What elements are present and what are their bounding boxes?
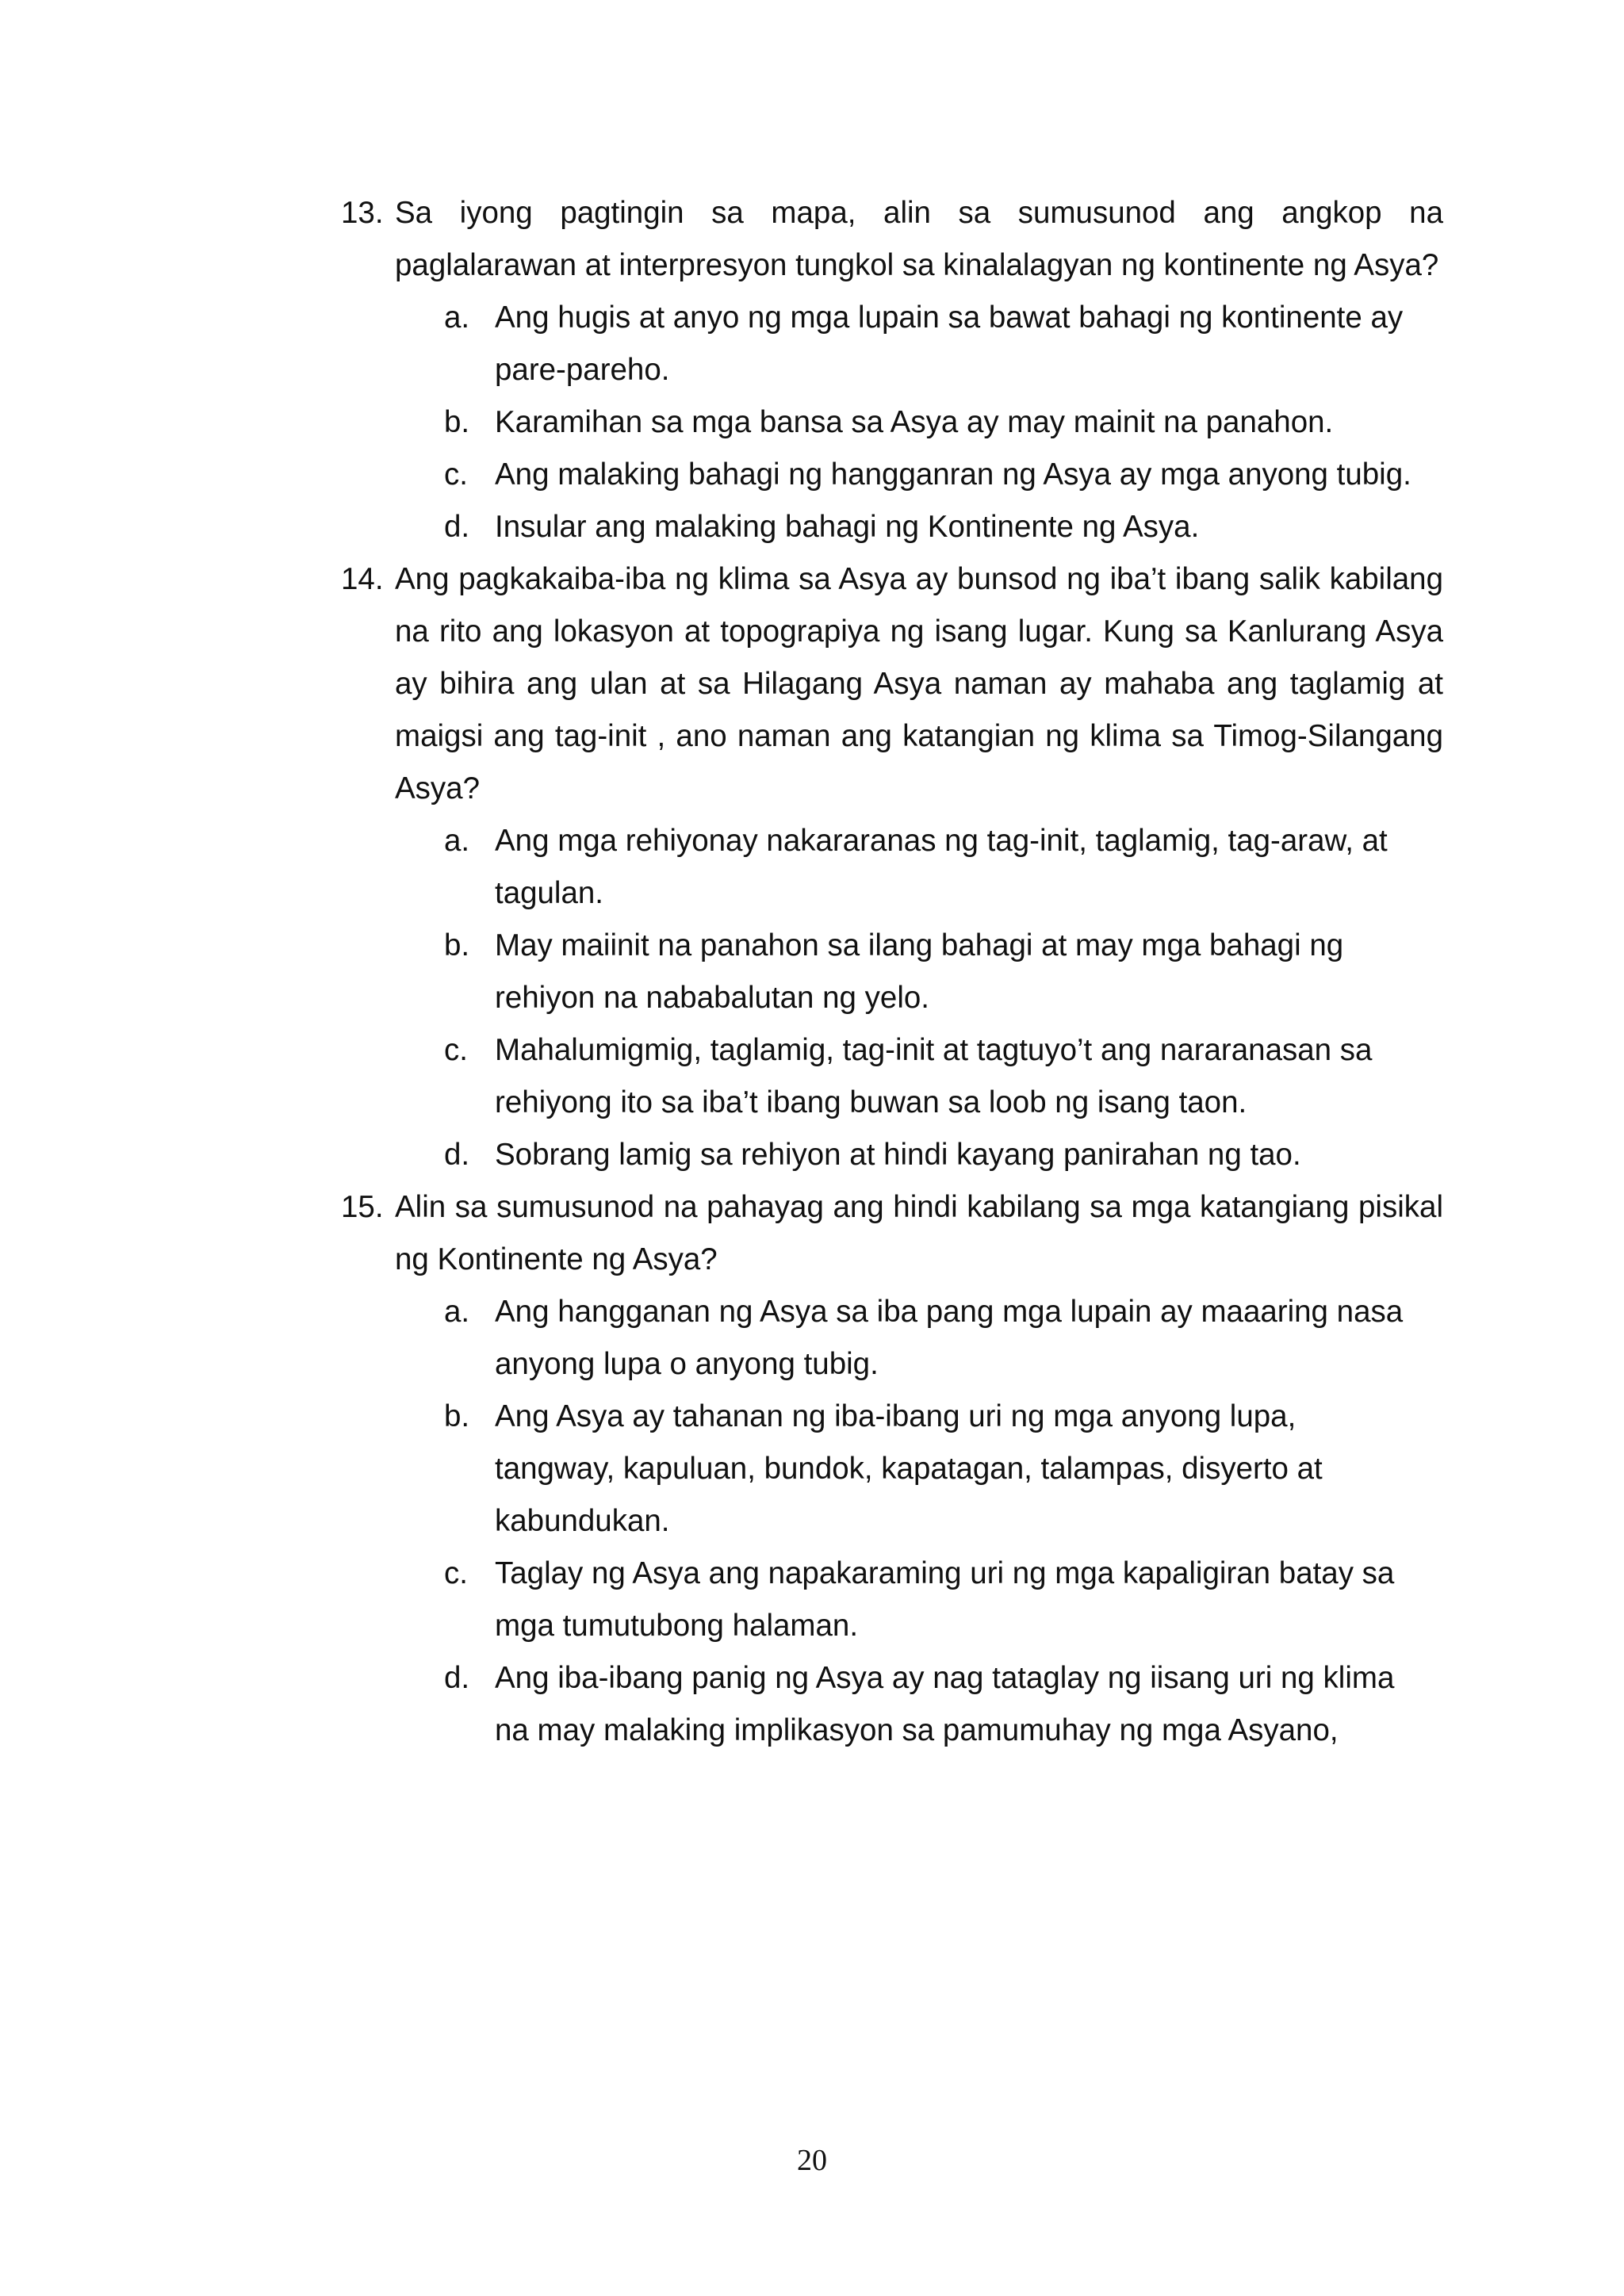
question-list bbox=[341, 187, 1443, 1757]
choice-letter: a. bbox=[444, 1295, 470, 1329]
question-number: 15. bbox=[341, 1190, 384, 1224]
choice-d bbox=[341, 1652, 1443, 1757]
choice-list bbox=[341, 815, 1443, 1181]
choice-letter: a. bbox=[444, 824, 470, 858]
choice-a bbox=[341, 292, 1443, 396]
choice-text: Taglay ng Asya ang napakaraming uri ng mga kapaligiran batay sa mga tumutubong halaman. bbox=[495, 1556, 1395, 1643]
choice-text: Ang hugis at anyo ng mga lupain sa bawat bahagi ng kontinente ay pare-pareho. bbox=[495, 300, 1404, 387]
question-number: 13. bbox=[341, 196, 384, 230]
question-number: 14. bbox=[341, 562, 384, 596]
choice-text: May maiinit na panahon sa ilang bahagi at may mga bahagi ng rehiyon na nababalutan ng yelo. bbox=[495, 928, 1344, 1015]
choice-text: Insular ang malaking bahagi ng Kontinente ng Asya. bbox=[495, 510, 1200, 544]
choice-text: Sobrang lamig sa rehiyon at hindi kayang panirahan ng tao. bbox=[495, 1138, 1301, 1172]
choice-text: Ang Asya ay tahanan ng iba-ibang uri ng mga anyong lupa, tangway, kapuluan, bundok, kapatagan, talampas, disyerto at kabundukan. bbox=[495, 1399, 1323, 1538]
choice-letter: c. bbox=[444, 1033, 468, 1067]
choice-letter: c. bbox=[444, 1556, 468, 1590]
choice-letter: b. bbox=[444, 928, 470, 962]
choice-a bbox=[341, 815, 1443, 920]
choice-letter: c. bbox=[444, 457, 468, 492]
question-15 bbox=[341, 1181, 1443, 1757]
choice-b bbox=[341, 1391, 1443, 1548]
page-number: 20 bbox=[797, 2144, 827, 2177]
question-14 bbox=[341, 553, 1443, 1181]
choice-d bbox=[341, 1129, 1443, 1181]
question-text: Alin sa sumusunod na pahayag ang hindi kabilang sa mga katangiang pisikal ng Kontinente ng Asya? bbox=[395, 1190, 1443, 1276]
choice-letter: d. bbox=[444, 1138, 470, 1172]
choice-text: Mahalumigmig, taglamig, tag-init at tagtuyo’t ang nararanasan sa rehiyong ito sa iba’t ibang buwan sa loob ng isang taon. bbox=[495, 1033, 1373, 1119]
choice-letter: b. bbox=[444, 405, 470, 439]
choice-text: Ang iba-ibang panig ng Asya ay nag tataglay ng iisang uri ng klima na may malaking implikasyon sa pamumuhay ng mga Asyano, bbox=[495, 1661, 1395, 1747]
question-text: Sa iyong pagtingin sa mapa, alin sa sumusunod ang angkop na paglalarawan at interpresyon tungkol sa kinalalagyan ng kontinente ng Asya? bbox=[395, 196, 1443, 282]
choice-c bbox=[341, 1024, 1443, 1129]
choice-text: Ang hangganan ng Asya sa iba pang mga lupain ay maaaring nasa anyong lupa o anyong tubig. bbox=[495, 1295, 1404, 1381]
choice-letter: d. bbox=[444, 510, 470, 544]
choice-b bbox=[341, 920, 1443, 1024]
choice-letter: a. bbox=[444, 300, 470, 335]
choice-letter: b. bbox=[444, 1399, 470, 1433]
choice-list bbox=[341, 1286, 1443, 1757]
question-13 bbox=[341, 187, 1443, 553]
choice-b bbox=[341, 396, 1443, 449]
choice-letter: d. bbox=[444, 1661, 470, 1695]
choice-text: Ang mga rehiyonay nakararanas ng tag-init, taglamig, tag-araw, at tagulan. bbox=[495, 824, 1388, 910]
question-text: Ang pagkakaiba-iba ng klima sa Asya ay bunsod ng iba’t ibang salik kabilang na rito ang lokasyon at topograpiya ng isang lugar. Kung sa Kanlurang Asya ay bihira ang ulan at sa Hilagang Asya naman ay mahaba ang taglamig at maigsi ang tag-init , ano naman ang katangian ng klima sa Timog-Silangang Asya? bbox=[395, 562, 1443, 806]
choice-c bbox=[341, 1548, 1443, 1652]
choice-text: Karamihan sa mga bansa sa Asya ay may mainit na panahon. bbox=[495, 405, 1334, 439]
choice-list bbox=[341, 292, 1443, 553]
choice-c bbox=[341, 449, 1443, 501]
choice-d bbox=[341, 501, 1443, 553]
choice-text: Ang malaking bahagi ng hangganran ng Asya ay mga anyong tubig. bbox=[495, 457, 1411, 492]
choice-a bbox=[341, 1286, 1443, 1391]
